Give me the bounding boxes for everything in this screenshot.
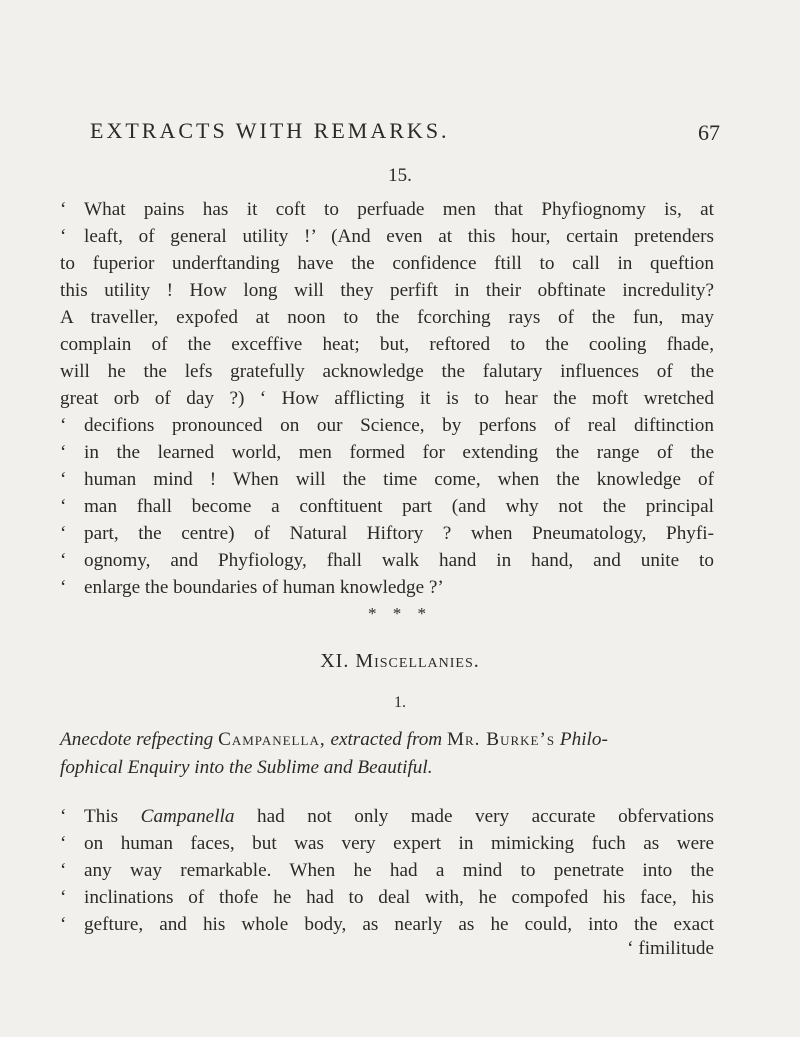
line-name: Campanella	[140, 806, 235, 827]
line-text: any way remarkable. When he had a mind to penetrate into the	[84, 860, 714, 881]
line-text: will he the lefs gratefully acknowledge the falutary influences of the	[60, 361, 714, 382]
line-text: part, the centre) of Natural Hiftory ? when Pneumatology, Phyfi-	[84, 523, 714, 544]
text-line	[60, 574, 714, 601]
catchword: ‘ fimilitude	[627, 938, 714, 959]
text-line	[60, 412, 714, 439]
text-line	[60, 493, 714, 520]
quote-mark: ‘	[60, 887, 67, 908]
title-author: Mr. Burke’s	[446, 729, 556, 750]
line-text: in the learned world, men formed for extending the range of the	[84, 442, 714, 463]
text-line	[60, 911, 714, 938]
title-part: Anecdote refpecting	[60, 729, 219, 750]
text-line	[60, 830, 714, 857]
text-line	[60, 331, 714, 358]
section-separator: * * *	[368, 604, 432, 623]
article-title-line-1	[60, 726, 714, 753]
title-name: Campanella,	[218, 729, 326, 750]
section-number: 15.	[388, 165, 412, 186]
quote-mark: ‘	[60, 833, 67, 854]
text-line	[60, 803, 714, 830]
text-line	[60, 196, 714, 223]
article-title-line-2	[60, 754, 714, 781]
text-line	[60, 439, 714, 466]
quote-mark: ‘	[60, 523, 67, 544]
quote-mark: ‘	[60, 226, 67, 247]
line-text: human mind ! When will the time come, when the knowledge of	[84, 469, 714, 490]
quote-mark: ‘	[60, 469, 67, 490]
quote-mark: ‘	[60, 550, 67, 571]
line-text: enlarge the boundaries of human knowledge ?’	[84, 577, 444, 598]
text-line	[60, 520, 714, 547]
section-heading: XI. Miscellanies.	[320, 650, 480, 672]
title-part: fophical Enquiry into the Sublime and Beautiful.	[60, 757, 433, 778]
line-text: What pains has it coft to perfuade men that Phyfiognomy is, at	[84, 199, 714, 220]
line-text: A traveller, expofed at noon to the fcorching rays of the fun, may	[60, 307, 714, 328]
text-line	[60, 223, 714, 250]
title-part: Philo-	[555, 729, 608, 750]
line-text: ognomy, and Phyfiology, fhall walk hand in hand, and unite to	[84, 550, 714, 571]
line-text: great orb of day ?) ‘ How afflicting it is to hear the moft wretched	[60, 388, 714, 409]
line-text: man fhall become a conftituent part (and why not the principal	[84, 496, 714, 517]
text-line	[60, 304, 714, 331]
text-line	[60, 250, 714, 277]
quote-mark: ‘	[60, 860, 67, 881]
running-head	[90, 118, 720, 144]
line-text: to fuperior underftanding have the confidence ftill to call in queftion	[60, 253, 714, 274]
text-line	[60, 547, 714, 574]
running-head-title: EXTRACTS WITH REMARKS.	[90, 118, 450, 143]
line-text: had not only made very accurate obfervations	[234, 806, 714, 827]
line-text: complain of the exceffive heat; but, reftored to the cooling fhade,	[60, 334, 714, 355]
subsection-number: 1.	[394, 694, 406, 711]
line-text: on human faces, but was very expert in mimicking fuch as were	[84, 833, 714, 854]
quote-mark: ‘	[60, 914, 67, 935]
quote-mark: ‘	[60, 442, 67, 463]
line-text: This	[84, 806, 141, 827]
quote-mark: ‘	[60, 415, 67, 436]
quote-mark: ‘	[60, 806, 67, 827]
page-number: 67	[698, 120, 720, 145]
line-text: this utility ! How long will they perfift in their obftinate incredulity?	[60, 280, 714, 301]
line-text: inclinations of thofe he had to deal with, he compofed his face, his	[84, 887, 714, 908]
text-line	[60, 857, 714, 884]
line-text: decifions pronounced on our Science, by perfons of real diftinction	[84, 415, 714, 436]
text-line	[60, 277, 714, 304]
title-part: extracted from	[325, 729, 447, 750]
text-line	[60, 358, 714, 385]
quote-mark: ‘	[60, 496, 67, 517]
text-line	[60, 385, 714, 412]
text-line	[60, 466, 714, 493]
line-text: leaft, of general utility !’ (And even at this hour, certain pretenders	[84, 226, 714, 247]
line-text: gefture, and his whole body, as nearly as he could, into the exact	[84, 914, 714, 935]
quote-mark: ‘	[60, 577, 67, 598]
text-line	[60, 884, 714, 911]
quote-mark: ‘	[60, 199, 67, 220]
